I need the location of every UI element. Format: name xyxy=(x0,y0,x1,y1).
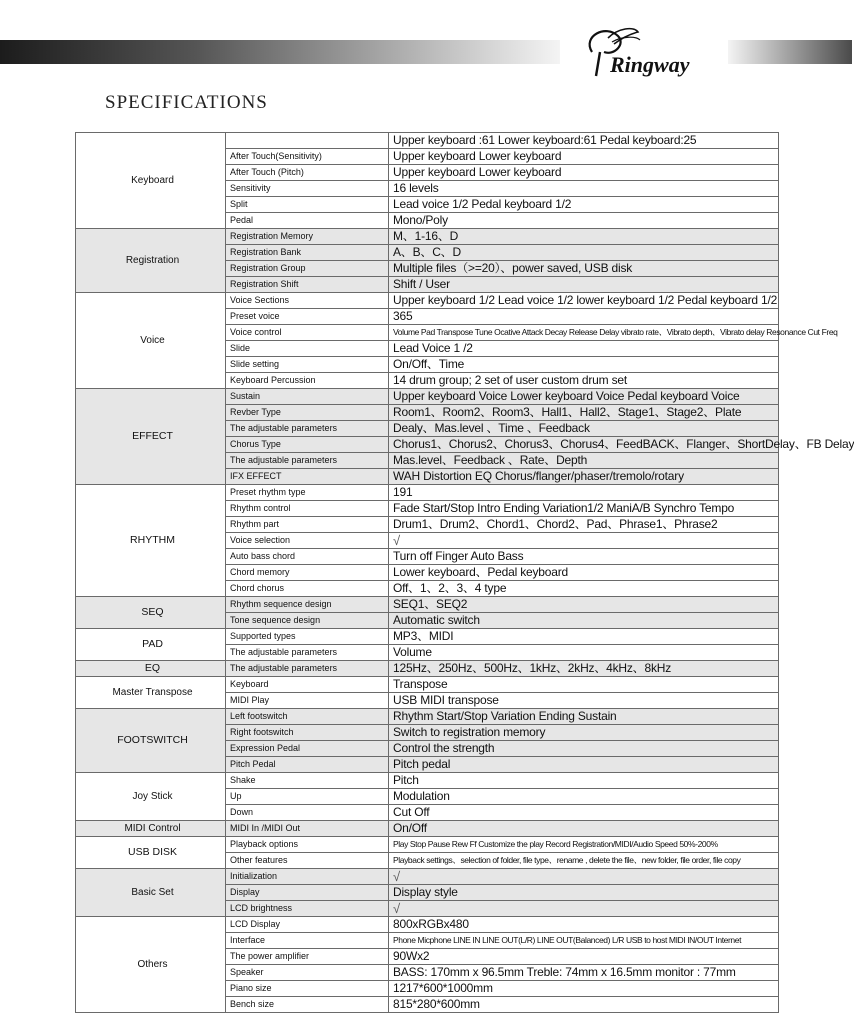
value-cell: Fade Start/Stop Intro Ending Variation1/2 ManiA/B Synchro Tempo xyxy=(389,501,779,517)
parameter-cell: Up xyxy=(226,789,389,805)
parameter-cell: Shake xyxy=(226,773,389,789)
value-cell: M、1-16、D xyxy=(389,229,779,245)
value-cell: 1217*600*1000mm xyxy=(389,981,779,997)
value-cell: Phone Micphone LINE IN LINE OUT(L/R) LINE OUT(Balanced) L/R USB to host MIDI IN/OUT Internet xyxy=(389,933,779,949)
parameter-cell: Preset voice xyxy=(226,309,389,325)
parameter-cell: Pedal xyxy=(226,213,389,229)
parameter-cell: Chorus Type xyxy=(226,437,389,453)
parameter-cell: Right footswitch xyxy=(226,725,389,741)
value-cell: Pitch pedal xyxy=(389,757,779,773)
parameter-cell: IFX EFFECT xyxy=(226,469,389,485)
parameter-cell: Preset rhythm type xyxy=(226,485,389,501)
parameter-cell: Display xyxy=(226,885,389,901)
parameter-cell: Rhythm sequence design xyxy=(226,597,389,613)
header-band-left xyxy=(0,40,560,64)
parameter-cell: Rhythm control xyxy=(226,501,389,517)
parameter-cell: The adjustable parameters xyxy=(226,645,389,661)
parameter-cell: Registration Group xyxy=(226,261,389,277)
value-cell: Rhythm Start/Stop Variation Ending Sustain xyxy=(389,709,779,725)
parameter-cell: The power amplifier xyxy=(226,949,389,965)
section-label: USB DISK xyxy=(76,837,226,869)
value-cell: Switch to registration memory xyxy=(389,725,779,741)
value-cell: Lower keyboard、Pedal keyboard xyxy=(389,565,779,581)
value-cell: Volume xyxy=(389,645,779,661)
value-cell: Multiple files（>=20）、power saved, USB disk xyxy=(389,261,779,277)
parameter-cell: Split xyxy=(226,197,389,213)
parameter-cell: Chord chorus xyxy=(226,581,389,597)
section-label: EFFECT xyxy=(76,389,226,485)
parameter-cell: MIDI In /MIDI Out xyxy=(226,821,389,837)
value-cell: USB MIDI transpose xyxy=(389,693,779,709)
parameter-cell: Expression Pedal xyxy=(226,741,389,757)
value-cell: Upper keyboard :61 Lower keyboard:61 Pedal keyboard:25 xyxy=(389,133,779,149)
value-cell: Chorus1、Chorus2、Chorus3、Chorus4、FeedBACK、Flanger、ShortDelay、FB Delay xyxy=(389,437,779,453)
parameter-cell: Tone sequence design xyxy=(226,613,389,629)
value-cell: Volume Pad Transpose Tune Ocative Attack Decay Release Delay vibrato rate、Vibrato depth、Vibrato delay Resonance Cut Freq xyxy=(389,325,779,341)
table-row xyxy=(76,485,779,501)
parameter-cell: LCD Display xyxy=(226,917,389,933)
value-cell: Play Stop Pause Rew Ff Customize the play Record Registration/MIDI/Audio Speed 50%-200% xyxy=(389,837,779,853)
parameter-cell: MIDI Play xyxy=(226,693,389,709)
section-label: SEQ xyxy=(76,597,226,629)
parameter-cell: Chord memory xyxy=(226,565,389,581)
page-title: SPECIFICATIONS xyxy=(105,92,268,113)
parameter-cell: Playback options xyxy=(226,837,389,853)
section-label: RHYTHM xyxy=(76,485,226,597)
parameter-cell: Registration Bank xyxy=(226,245,389,261)
parameter-cell: Registration Memory xyxy=(226,229,389,245)
value-cell: Lead Voice 1 /2 xyxy=(389,341,779,357)
value-cell: Display style xyxy=(389,885,779,901)
parameter-cell: Down xyxy=(226,805,389,821)
value-cell: Cut Off xyxy=(389,805,779,821)
parameter-cell: Slide setting xyxy=(226,357,389,373)
value-cell: A、B、C、D xyxy=(389,245,779,261)
value-cell: √ xyxy=(389,901,779,917)
table-row xyxy=(76,917,779,933)
value-cell: 365 xyxy=(389,309,779,325)
section-label: Basic Set xyxy=(76,869,226,917)
parameter-cell: Rhythm part xyxy=(226,517,389,533)
parameter-cell: Voice selection xyxy=(226,533,389,549)
value-cell: Turn off Finger Auto Bass xyxy=(389,549,779,565)
parameter-cell: Auto bass chord xyxy=(226,549,389,565)
parameter-cell: After Touch(Sensitivity) xyxy=(226,149,389,165)
table-row xyxy=(76,629,779,645)
specifications-table xyxy=(75,132,854,1013)
section-label: EQ xyxy=(76,661,226,677)
parameter-cell: Keyboard Percussion xyxy=(226,373,389,389)
parameter-cell: The adjustable parameters xyxy=(226,453,389,469)
section-label: MIDI Control xyxy=(76,821,226,837)
section-label: Others xyxy=(76,917,226,1013)
parameter-cell: Keyboard xyxy=(226,677,389,693)
value-cell: Transpose xyxy=(389,677,779,693)
section-label: Joy Stick xyxy=(76,773,226,821)
parameter-cell: Piano size xyxy=(226,981,389,997)
value-cell: SEQ1、SEQ2 xyxy=(389,597,779,613)
value-cell: Mono/Poly xyxy=(389,213,779,229)
parameter-cell: Sensitivity xyxy=(226,181,389,197)
value-cell: Upper keyboard 1/2 Lead voice 1/2 lower keyboard 1/2 Pedal keyboard 1/2 xyxy=(389,293,779,309)
table-row xyxy=(76,709,779,725)
value-cell: Shift / User xyxy=(389,277,779,293)
table-row xyxy=(76,661,779,677)
section-label: Registration xyxy=(76,229,226,293)
section-label: Keyboard xyxy=(76,133,226,229)
value-cell: 191 xyxy=(389,485,779,501)
parameter-cell: Revber Type xyxy=(226,405,389,421)
table-row xyxy=(76,389,779,405)
parameter-cell: Left footswitch xyxy=(226,709,389,725)
parameter-cell: Initialization xyxy=(226,869,389,885)
parameter-cell: Speaker xyxy=(226,965,389,981)
value-cell: 16 levels xyxy=(389,181,779,197)
parameter-cell: Interface xyxy=(226,933,389,949)
table-row xyxy=(76,133,779,149)
table-row xyxy=(76,677,779,693)
value-cell: Automatic switch xyxy=(389,613,779,629)
table-row xyxy=(76,837,779,853)
parameter-cell: Supported types xyxy=(226,629,389,645)
parameter-cell: Registration Shift xyxy=(226,277,389,293)
parameter-cell: Sustain xyxy=(226,389,389,405)
parameter-cell: The adjustable parameters xyxy=(226,421,389,437)
parameter-cell: Pitch Pedal xyxy=(226,757,389,773)
value-cell: Upper keyboard Lower keyboard xyxy=(389,165,779,181)
value-cell: On/Off xyxy=(389,821,779,837)
value-cell: Mas.level、Feedback 、Rate、Depth xyxy=(389,453,779,469)
table-row xyxy=(76,773,779,789)
section-label: Master Transpose xyxy=(76,677,226,709)
value-cell: 125Hz、250Hz、500Hz、1kHz、2kHz、4kHz、8kHz xyxy=(389,661,779,677)
value-cell: Playback settings、selection of folder, file type、rename , delete the file、new folder, file order, file copy xyxy=(389,853,779,869)
parameter-cell: Voice control xyxy=(226,325,389,341)
value-cell: Dealy、Mas.level 、Time 、Feedback xyxy=(389,421,779,437)
value-cell: √ xyxy=(389,533,779,549)
table-row xyxy=(76,597,779,613)
table-row xyxy=(76,229,779,245)
parameter-cell: LCD brightness xyxy=(226,901,389,917)
value-cell: Upper keyboard Lower keyboard xyxy=(389,149,779,165)
value-cell: 815*280*600mm xyxy=(389,997,779,1013)
table-row xyxy=(76,869,779,885)
parameter-cell: After Touch (Pitch) xyxy=(226,165,389,181)
value-cell: √ xyxy=(389,869,779,885)
section-label: Voice xyxy=(76,293,226,389)
parameter-cell xyxy=(226,133,389,149)
section-label: FOOTSWITCH xyxy=(76,709,226,773)
value-cell: 800xRGBx480 xyxy=(389,917,779,933)
section-label: PAD xyxy=(76,629,226,661)
value-cell: Off、1、2、3、4 type xyxy=(389,581,779,597)
value-cell: 90Wx2 xyxy=(389,949,779,965)
value-cell: MP3、MIDI xyxy=(389,629,779,645)
table-row xyxy=(76,821,779,837)
value-cell: Drum1、Drum2、Chord1、Chord2、Pad、Phrase1、Phrase2 xyxy=(389,517,779,533)
parameter-cell: Slide xyxy=(226,341,389,357)
value-cell: On/Off、Time xyxy=(389,357,779,373)
parameter-cell: The adjustable parameters xyxy=(226,661,389,677)
value-cell: Room1、Room2、Room3、Hall1、Hall2、Stage1、Stage2、Plate xyxy=(389,405,779,421)
parameter-cell: Other features xyxy=(226,853,389,869)
value-cell: Lead voice 1/2 Pedal keyboard 1/2 xyxy=(389,197,779,213)
parameter-cell: Bench size xyxy=(226,997,389,1013)
value-cell: Control the strength xyxy=(389,741,779,757)
value-cell: Upper keyboard Voice Lower keyboard Voice Pedal keyboard Voice xyxy=(389,389,779,405)
value-cell: Pitch xyxy=(389,773,779,789)
value-cell: BASS: 170mm x 96.5mm Treble: 74mm x 16.5mm monitor : 77mm xyxy=(389,965,779,981)
header-band-right xyxy=(728,40,852,64)
value-cell: Modulation xyxy=(389,789,779,805)
value-cell: WAH Distortion EQ Chorus/flanger/phaser/tremolo/rotary xyxy=(389,469,779,485)
value-cell: 14 drum group; 2 set of user custom drum set xyxy=(389,373,779,389)
parameter-cell: Voice Sections xyxy=(226,293,389,309)
brand-logo-text: Ringway xyxy=(610,52,690,77)
table-row xyxy=(76,293,779,309)
